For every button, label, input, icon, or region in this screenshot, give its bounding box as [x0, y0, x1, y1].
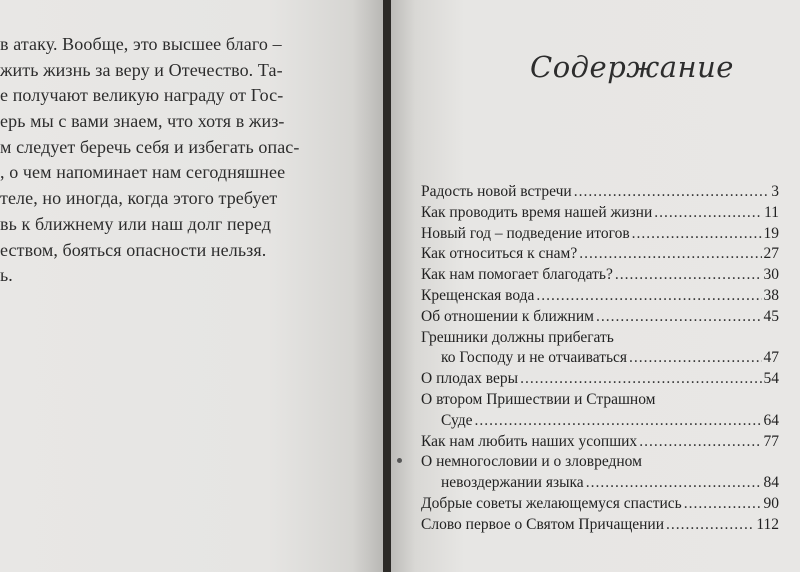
toc-entry-title: О втором Пришествии и Страшном: [421, 390, 656, 408]
toc-entry: [421, 473, 779, 494]
toc-entry-title: О немногословии и о зловредном: [421, 453, 642, 471]
toc-dot-leader: [574, 182, 770, 203]
toc-entry: [421, 515, 779, 536]
book-gutter: [383, 0, 391, 572]
body-line: еством, бояться опасности нельзя.: [0, 239, 267, 260]
toc-entry: [421, 411, 779, 432]
toc-entry: [421, 452, 779, 473]
toc-page-number: 64: [763, 411, 779, 429]
toc-entry: [421, 244, 779, 265]
toc-entry-title: О плодах веры: [421, 370, 519, 388]
toc-dot-leader: [536, 286, 761, 307]
toc-page-number: 30: [763, 266, 779, 284]
toc-dot-leader: [615, 265, 762, 286]
toc-entry-title: Как проводить время нашей жизни: [421, 203, 653, 221]
toc-page-number: 112: [756, 515, 779, 533]
toc-dot-leader: [666, 515, 754, 536]
toc-dot-leader: [639, 432, 761, 453]
toc-entry: [421, 265, 779, 286]
toc-entry: [421, 307, 779, 328]
body-line: ерь мы с вами знаем, что хотя в жиз-: [0, 111, 285, 132]
toc-entry-title: Как относиться к снам?: [421, 245, 578, 263]
toc-page-number: 84: [763, 474, 779, 492]
print-speck: [397, 458, 402, 463]
toc-dot-leader: [596, 307, 762, 328]
toc-entry: [421, 224, 779, 245]
table-of-contents: [421, 182, 779, 536]
toc-page-number: 3: [771, 183, 779, 200]
toc-dot-leader: [629, 348, 761, 369]
toc-entry-title: Как нам помогает благодать?: [421, 266, 613, 284]
toc-entry-title: Крещенская вода: [421, 286, 535, 304]
toc-entry-title: Добрые советы желающемуся спастись: [421, 494, 682, 512]
body-line: е получают великую награду от Гос-: [0, 85, 284, 106]
toc-entry-title: Радость новой встречи: [421, 183, 572, 200]
toc-entry-title: Грешники должны прибегать: [421, 328, 614, 346]
contents-heading: Содержание: [530, 50, 734, 84]
toc-entry-title: Слово первое о Святом Причащении: [421, 515, 665, 533]
toc-dot-leader: [632, 224, 762, 245]
toc-page-number: 54: [763, 370, 779, 388]
body-line: вь к ближнему или наш долг перед: [0, 213, 271, 234]
toc-page-number: 47: [763, 349, 779, 367]
toc-entry: [421, 286, 779, 307]
left-page-body: [0, 32, 372, 289]
toc-entry-title: невоздержании языка: [441, 474, 584, 492]
toc-dot-leader: [520, 369, 761, 390]
toc-entry: [421, 328, 779, 349]
toc-dot-leader: [475, 411, 762, 432]
toc-page-number: 27: [763, 245, 779, 263]
toc-dot-leader: [579, 244, 761, 265]
body-line: в атаку. Вообще, это высшее благо –: [0, 34, 282, 54]
toc-entry: [421, 432, 779, 453]
toc-entry-title: Об отношении к ближним: [421, 307, 594, 325]
body-line: жить жизнь за веру и Отечество. Та-: [0, 59, 283, 80]
toc-entry-title: Суде: [441, 411, 473, 429]
toc-entry-title: Как нам любить наших усопших: [421, 432, 638, 450]
toc-entry: [421, 494, 779, 515]
toc-entry: [421, 390, 779, 411]
toc-page-number: 90: [763, 494, 779, 512]
body-line: ь.: [0, 265, 13, 286]
toc-page-number: 77: [763, 432, 779, 450]
toc-dot-leader: [586, 473, 762, 494]
toc-dot-leader: [654, 203, 762, 224]
toc-entry: [421, 369, 779, 390]
body-line: м следует беречь себя и избегать опас-: [0, 136, 300, 157]
toc-page-number: 11: [764, 203, 779, 221]
body-line: , о чем напоминает нам сегодняшнее: [0, 162, 286, 183]
toc-entry-title: Новый год – подведение итогов: [421, 224, 630, 242]
toc-page-number: 19: [763, 224, 779, 242]
body-line: теле, но иногда, когда этого требует: [0, 188, 278, 209]
toc-entry-title: ко Господу и не отчаиваться: [441, 349, 628, 367]
toc-entry: [421, 203, 779, 224]
toc-entry: [421, 348, 779, 369]
toc-page-number: 45: [763, 307, 779, 325]
toc-entry: [421, 182, 779, 203]
toc-dot-leader: [684, 494, 762, 515]
toc-page-number: 38: [763, 286, 779, 304]
